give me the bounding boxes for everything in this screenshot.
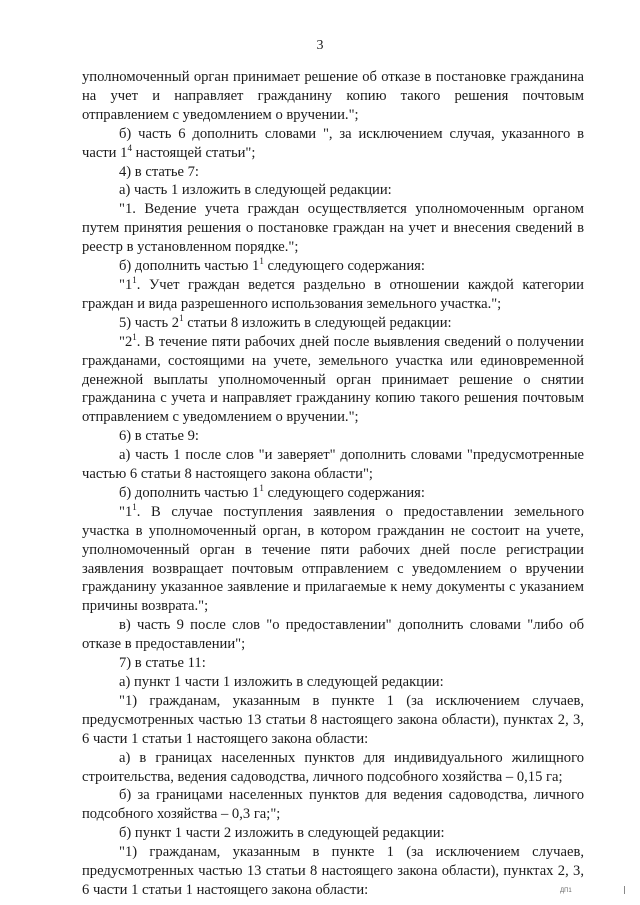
paragraph (82, 257, 584, 276)
text-run: "2 (119, 333, 133, 350)
paragraph: б) за границами населенных пунктов для ведения садоводства, личного подсобного хозяйства – 0,3 га;"; (82, 787, 584, 823)
text-run: следующего содержания: (263, 484, 425, 501)
superscript: 1 (132, 274, 137, 285)
superscript: 1 (259, 256, 264, 267)
paragraph (82, 276, 584, 314)
paragraph (82, 125, 584, 163)
text-run: настоящей статьи"; (131, 144, 256, 161)
paragraph: б) пункт 1 части 2 изложить в следующей редакции: (119, 825, 445, 842)
paragraph: уполномоченный орган принимает решение об отказе в постановке гражданина на учет и направляет гражданину копию такого решения почтовым отправлением с уведомлением о вручении."; (82, 69, 584, 123)
text-run: б) часть 6 дополнить словами ", за исключением случая, указанного в части 1 (82, 125, 584, 161)
superscript: 1 (132, 331, 137, 342)
paragraph (82, 314, 584, 333)
text-run: б) дополнить частью 1 (119, 484, 260, 501)
superscript: 1 (179, 312, 184, 323)
paragraph: в) часть 9 после слов "о предоставлении" дополнить словами "либо об отказе в предоставлении"; (82, 617, 584, 653)
paragraph (82, 503, 584, 616)
text-run: статьи 8 изложить в следующей редакции: (183, 314, 452, 331)
paragraph: а) в границах населенных пунктов для индивидуального жилищного строительства, ведения садоводства, личного подсобного хозяйства – 0,15 га; (82, 749, 584, 785)
text-run: следующего содержания: (263, 258, 425, 275)
paragraph: 6) в статье 9: (119, 428, 199, 445)
paragraph: 7) в статье 11: (119, 655, 206, 672)
paragraph: а) часть 1 изложить в следующей редакции: (119, 182, 392, 199)
page-number: 3 (316, 38, 324, 53)
paragraph: "1. Ведение учета граждан осуществляется уполномоченным органом путем принятия решения о постановке граждан на учет и внесения сведений в реестр в установленном порядке."; (82, 201, 584, 256)
paragraph: а) пункт 1 части 1 изложить в следующей редакции: (119, 674, 444, 690)
footer-tick (624, 886, 625, 894)
paragraph: "1) гражданам, указанным в пункте 1 (за исключением случаев, предусмотренных частью 13 статьи 8 настоящего закона области), пунктах 2, 3, 6 части 1 статьи 1 настоящего закона области: (82, 844, 584, 898)
paragraph (82, 484, 584, 503)
text-run: б) дополнить частью 1 (119, 258, 260, 275)
text-run: . В течение пяти рабочих дней после выявления сведений о получении гражданами, состоящими на учете, земельного участка или единовременной денежной выплаты уполномоченный орган принимает решение о снятии гражданина с учета и направляет гражданину копию такого решения почтовым отправлением с уведомлением о вручении."; (82, 333, 584, 426)
footer-mark: ДП1 (560, 888, 572, 894)
document-body (82, 68, 584, 900)
text-run: . Учет граждан ведется раздельно в отношении каждой категории граждан и вида разрешенного использования земельного участка."; (82, 276, 584, 312)
text-run: "1 (119, 503, 133, 520)
text-run: 5) часть 2 (119, 314, 180, 331)
paragraph: а) часть 1 после слов "и заверяет" дополнить словами "предусмотренные частью 6 статьи 8 настоящего закона области"; (82, 447, 584, 483)
paragraph (82, 333, 584, 428)
paragraph: 4) в статье 7: (119, 163, 199, 180)
text-run: . В случае поступления заявления о предоставлении земельного участка в уполномоченный орган, в котором гражданин не состоит на учете, уполномоченный орган в течение пяти рабочих дней после регистрации заявления возвращает почтовым отправлением с уведомлением о вручении гражданину указанное заявление и прилагаемые к нему документы с указанием причины возврата."; (82, 503, 584, 615)
paragraph: "1) гражданам, указанным в пункте 1 (за исключением случаев, предусмотренных частью 13 статьи 8 настоящего закона области), пунктах 2, 3, 6 части 1 статьи 1 настоящего закона области: (82, 692, 584, 747)
superscript: 1 (259, 482, 264, 493)
text-run: "1 (119, 276, 133, 293)
superscript: 1 (132, 501, 137, 512)
superscript: 4 (127, 142, 132, 153)
